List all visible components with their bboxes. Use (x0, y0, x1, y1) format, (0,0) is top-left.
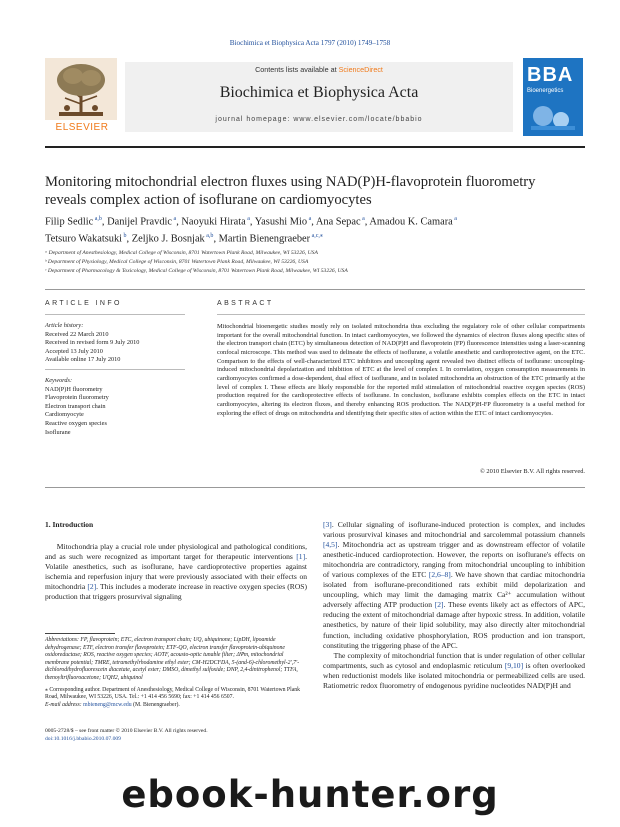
author-name: Danijel Pravdic (107, 216, 173, 228)
body-text: . We have shown that cardiac mitochondria isolated from isoflurane-preconditioned rats exhibit mild depolarization and uncoupling, which may limit the damaging matrix Ca²⁺ accumulation without adversely affecting ATP production (323, 570, 587, 610)
body-text: Mitochondria play a crucial role under physiological and pathological conditions, and as such were recognized as important target for therapeutic interventions (45, 542, 309, 562)
author-affiliation-marker[interactable]: a (245, 216, 250, 222)
keyword: NAD(P)H fluorometry (45, 385, 103, 393)
history-item: Available online 17 July 2010 (45, 356, 121, 364)
cover-subtitle: Bioenergetics (527, 88, 564, 94)
author-affiliation-marker[interactable]: a,c,⁎ (310, 233, 323, 240)
keywords (45, 377, 185, 437)
history-item: Received in revised form 9 July 2010 (45, 339, 140, 347)
keywords-rule (45, 369, 185, 370)
abstract-rule (217, 314, 585, 315)
email-footnote (45, 702, 307, 710)
author-affiliation-marker[interactable]: b (122, 233, 127, 240)
footnotes (45, 637, 307, 709)
author-affiliation-marker[interactable]: a (307, 216, 312, 222)
history-item: Received 22 March 2010 (45, 330, 109, 338)
history-item: Accepted 13 July 2010 (45, 347, 103, 355)
keyword: Flavoprotein fluorometry (45, 394, 109, 402)
cover-art-icon (523, 96, 583, 136)
keyword: Electron transport chain (45, 402, 106, 410)
journal-cover-thumbnail (523, 58, 583, 136)
author-name: Ana Sepac (315, 216, 361, 228)
keyword: Isoflurane (45, 428, 71, 436)
section-rule (45, 289, 585, 290)
corresponding-author-footnote: ⁎ Corresponding author. Department of Anesthesiology, Medical College of Wisconsin, 8701 Watertown Plank Road, Milwaukee, WI 53226, USA. Tel.: +1 414 456 5690; fax: +1 414 456 6507. (45, 686, 301, 701)
article-title (45, 173, 585, 209)
affiliation: ᵇ Department of Physiology, Medical College of Wisconsin, 8701 Watertown Plank Road, Milwaukee, WI 53226, USA (45, 259, 309, 265)
title-line: Monitoring mitochondrial electron fluxes using NAD(P)H-flavoprotein fluorometry (45, 174, 536, 190)
contents-line (125, 65, 513, 74)
article-info-rule (45, 314, 185, 315)
body-column-right (323, 520, 585, 691)
header-rule (45, 146, 585, 148)
keywords-label: Keywords: (45, 377, 73, 384)
citation-link[interactable]: [2,6–8] (428, 570, 451, 580)
masthead (45, 58, 585, 138)
keyword: Cardiomyocyte (45, 411, 84, 419)
abstract-text: Mitochondrial bioenergetic studies mostly rely on isolated mitochondria thus excluding the regulatory role of other cellular compartments important for the overall mitochondrial function. In intact cardiomyocytes, we followed the dynamics of electron fluxes along specific sites of the electron transport chain (ETC) by simultaneous detection of NAD(P)H and flavoprotein (FP) fluorescence intensities using a laser-scanning confocal microscope. This method was used to delineate the effects of isoflurane, a volatile anesthetic and cardioprotective agent, on the ETC. Comparison to the effects of well-characterized ETC inhibitors and uncoupling agent revealed two distinct effects of isoflurane: uncoupling-induced mitochondrial depolarization and inhibition of ETC at the level of complex I. In correlation, oxygen consumption measurements in cardiomyocytes confirmed a dose-dependent, dual effect of isoflurane, and in isolated mitochondria an obstruction of the ETC primarily at the level of complex I. These effects are likely responsible for the reported mild stimulation of mitochondrial reactive oxygen species (ROS) production required for the cardioprotective effects of isoflurane. In conclusion, isoflurane exhibits complex effects on the ETC in intact cardiomyocytes, altering its electron fluxes, and thereby enhancing ROS production. The NAD(P)H-FP fluorometry is a useful method for exploring the effect of drugs on mitochondria and identifying their specific sites of action within the ETC of intact cardiomyocytes. (217, 323, 585, 417)
author-name: Tetsuro Wakatsuki (45, 233, 123, 245)
publisher-name: ELSEVIER (55, 122, 109, 133)
citation-link[interactable]: [4,5] (323, 540, 338, 550)
issn-line: 0005-2728/$ – see front matter © 2010 Elsevier B.V. All rights reserved. (45, 728, 208, 734)
email-label: E-mail address: (45, 701, 84, 708)
body-text: . Mitochondria act as upstream trigger and as downstream effector of volatile anesthetic-induced cardioprotection. However, the reports on isoflurane's effects on mitochondria are contradictory, ranging from mitochondrial uncoupling to inhibition of various complexes of the ETC (323, 540, 587, 580)
email-link[interactable]: mbieneng@mcw.edu (83, 701, 132, 708)
author-name: Amadou K. Camara (369, 216, 453, 228)
article-info-heading: ARTICLE INFO (45, 300, 122, 307)
watermark: ebook-hunter.org (121, 773, 499, 816)
body-text: . This includes a moderate increase in reactive oxygen species (ROS) production that triggers prosurvival signaling (45, 582, 309, 602)
citation-link[interactable]: [2] (434, 600, 444, 610)
body-text: . Volatile anesthetics, such as isoflurane, have cardioprotective properties against ischemia and reperfusion injury that were previously associated with their effects on mitochondria (45, 552, 309, 592)
introduction-heading: 1. Introduction (45, 520, 94, 529)
history-label: Article history: (45, 322, 84, 329)
doi-link[interactable]: doi:10.1016/j.bbabio.2010.07.009 (45, 735, 121, 742)
author-name: Martin Bienengraeber (218, 233, 311, 245)
citation-link[interactable]: [2] (87, 582, 97, 592)
journal-banner (125, 62, 513, 132)
cover-title: BBA (527, 64, 574, 86)
author-name: Filip Sedlic (45, 216, 94, 228)
body-column-left (45, 542, 307, 602)
author-affiliation-marker[interactable]: a,b (204, 233, 214, 240)
citation-link[interactable]: [1] (296, 552, 306, 562)
citation-link[interactable]: [9,10] (504, 660, 524, 670)
title-line: reveals complex action of isoflurane on cardiomyocytes (45, 192, 372, 208)
affiliation: ᶜ Department of Pharmacology & Toxicology, Medical College of Wisconsin, 8701 Watertown Plank Road, Milwaukee, WI 53226, USA (45, 268, 348, 274)
affiliation: ᵃ Department of Anesthesiology, Medical College of Wisconsin, 8701 Watertown Plank Road, Milwaukee, WI 53226, USA (45, 250, 318, 256)
author-name: Zeljko J. Bosnjak (131, 233, 205, 245)
abstract-heading: ABSTRACT (217, 300, 274, 307)
body-text: . These events likely act as effectors of APC, reducing the extent of mitochondrial damage after hypoxic stress. In addition, volatile anesthetics, by nature of their lipid solubility, may also directly alter mitochondrial function, including oxidative phosphorylation, ROS production and ion transport, constituting the triggering phase of the APC. (323, 600, 587, 650)
sciencedirect-link[interactable]: ScienceDirect (338, 65, 383, 74)
body-text: is often overlooked when reductionist models like isolated mitochondria or permeabilized cells are used. Ratiometric redox fluorometry of endogenous pyridine nucleotides NAD(P)H and (323, 660, 587, 690)
journal-citation: Biochimica et Biophysica Acta 1797 (2010) 1749–1758 (229, 39, 391, 47)
author-line: Tetsuro Wakatsuki $^b$, Zeljko J. Bosnjak $^{a,b}$, Martin Bienengraeber $^{a,c,⁎}$ (45, 233, 323, 245)
author-affiliation-marker[interactable]: a,b (93, 216, 102, 222)
author-affiliation-marker[interactable]: a (360, 216, 365, 222)
copyright: © 2010 Elsevier B.V. All rights reserved. (479, 468, 585, 475)
author-name: Naoyuki Hirata (181, 216, 246, 228)
journal-name: Biochimica et Biophysica Acta (219, 84, 419, 101)
body-rule (45, 487, 585, 488)
journal-homepage[interactable]: journal homepage: www.elsevier.com/locate/bbabio (215, 116, 423, 123)
issn-doi (45, 728, 307, 743)
author-name: Yasushi Mio (254, 216, 308, 228)
abbreviations-footnote: Abbreviations: FP, flavoprotein; ETC, electron transport chain; UQ, ubiquinone; LipDH, lipoamide dehydrogenase; ETF, electron transfer flavoprotein; ETF-QO, electron transfer flavoprotein-ubiquinone oxidoreductase; ROS, reactive oxygen species; AOTF, acousto-optic tunable filter; ΔΨm, mitochondrial membrane potential; TMRE, tetramethylrhodamine ethyl ester; CM-H2DCFDA, 5-(and-6)-chloromethyl-2′,7′-dichlorodihydrofluorescein diacetate, acetyl ester; DMSO, dimethyl sulfoxide; DNP, 2,4-dinitrophenol; TTFA, thenoyltrifluoroacetone; UQH2, ubiquinol (45, 637, 300, 681)
author-list (45, 212, 585, 247)
article-history (45, 322, 185, 365)
footnote-rule (45, 633, 115, 634)
body-text: The complexity of mitochondrial function that is under regulation of other cellular compartments, such as cytosol and endoplasmic reticulum (323, 650, 585, 670)
author-affiliation-marker[interactable]: a (172, 216, 177, 222)
keyword: Reactive oxygen species (45, 419, 107, 427)
author-line: Filip Sedlic $^{a,b}$, Danijel Pravdic $^a$, Naoyuki Hirata $^a$, Yasushi Mio $^a$, Ana Sepac $^a$, Amadou K. Camara $^a$ (45, 216, 457, 228)
email-suffix: (M. Bienengraeber). (131, 701, 180, 708)
elsevier-tree-logo-icon (45, 58, 117, 138)
body-text: . Cellular signaling of isoflurane-induced protection is complex, and includes various prosurvival kinases and mitochondrial and sarcolemmal potassium channels (323, 520, 587, 540)
author-affiliation-marker[interactable]: a (452, 216, 457, 222)
contents-prefix: Contents lists available at (255, 65, 339, 74)
citation-link[interactable]: [3] (323, 520, 332, 529)
